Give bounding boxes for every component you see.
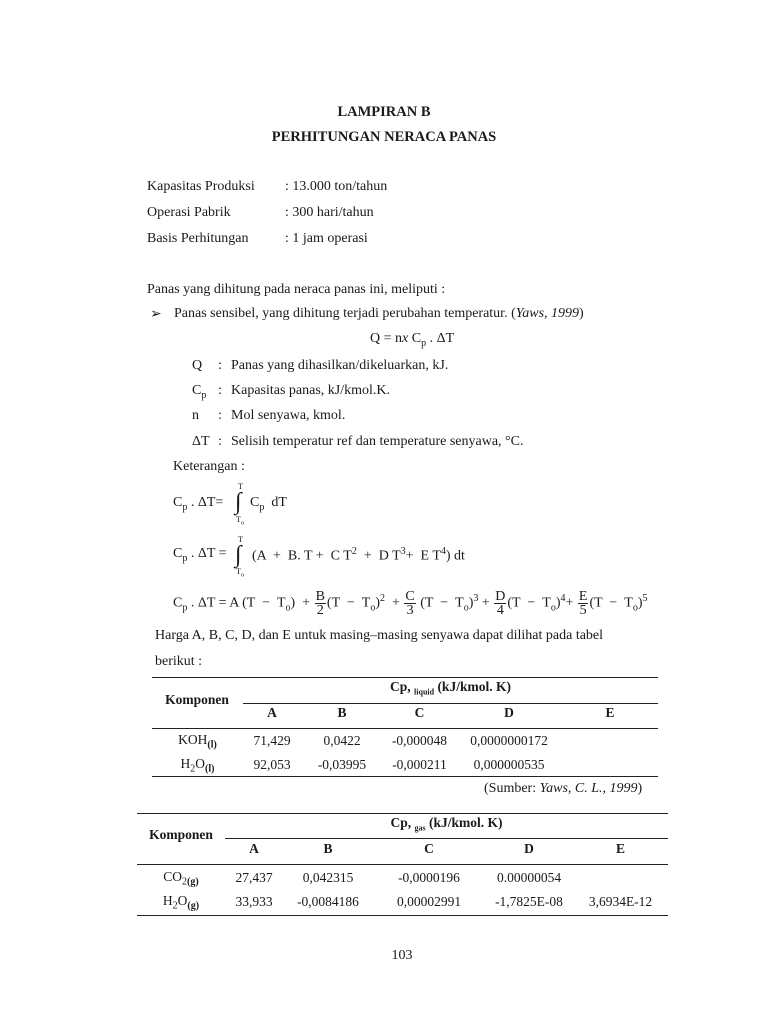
bullet-body: Panas sensibel, yang dihitung terjadi perubahan temperatur. (: [174, 306, 516, 321]
table-cell: 0.00000054: [496, 870, 562, 885]
def-colon: :: [218, 434, 222, 449]
table-cell: -0,0084186: [297, 894, 359, 909]
table2-group-header: Cp, $_{gas}$ (kJ/kmol. K): [390, 815, 503, 833]
formula-1-lhs: $C_p$ . ΔT=: [173, 495, 224, 513]
table-cell: 0,000000535: [473, 757, 545, 772]
table2-col-header: D: [524, 841, 534, 856]
basis-label: Kapasitas Produksi: [147, 179, 255, 194]
page-number: 103: [391, 948, 413, 963]
table-cell: -0,0000196: [398, 870, 460, 885]
table1-col-header: B: [337, 705, 347, 720]
def-colon: :: [218, 358, 222, 373]
table-cell: 3,6934E-12: [588, 894, 653, 909]
table-cell: 0,0000000172: [470, 733, 548, 748]
table1-group-header: Cp, $_{liquid}$ (kJ/kmol. K): [390, 679, 511, 697]
bullet-citation: Yaws, 1999: [515, 306, 580, 321]
main-equation: Q = nx $C_p$ . ΔT: [370, 331, 455, 349]
table2-top-rule: [137, 813, 668, 814]
table-row: [137, 890, 668, 914]
def-colon: :: [218, 408, 222, 423]
component-name: $H_2O_{(g)}$: [162, 892, 200, 912]
table-cell: [562, 729, 658, 753]
table2-component-header: Komponen: [149, 827, 213, 842]
table-cell: 0,042315: [302, 870, 354, 885]
def-symbol: Q: [192, 358, 203, 373]
arrow-bullet-icon: ➢: [150, 307, 162, 322]
page-title: LAMPIRAN B: [337, 104, 431, 120]
formula-3: $C_p$ . ΔT = A $(T - T_o)$ + $\frac{B}{2}$ $(T - T_o)^2$ + $\frac{C}{3}$ $(T - T_o)^3$ + $\frac{D}{4}$ $(T - T_o)^4+$ $\frac{E}{5}$ $(T - T_o)^5$: [173, 588, 648, 618]
table-cell: 92,053: [253, 757, 291, 772]
def-symbol: n: [192, 408, 199, 423]
table-cell: 71,429: [253, 733, 291, 748]
def-desc: Panas yang dihasilkan/dikeluarkan, kJ.: [231, 358, 449, 373]
basis-value: : 300 hari/tahun: [285, 205, 374, 220]
def-symbol: $C_p$: [192, 383, 207, 401]
table2-col-header: B: [323, 841, 333, 856]
def-desc: Kapasitas panas, kJ/kmol.K.: [231, 383, 391, 398]
formula-2-lhs: $C_p$ . ΔT =: [173, 546, 227, 564]
table1-col-header: C: [414, 705, 425, 720]
def-colon: :: [218, 383, 222, 398]
basis-label: Operasi Pabrik: [147, 205, 231, 220]
component-name: $CO_{2(g)}$: [163, 868, 199, 888]
bullet-text: [174, 306, 584, 322]
table1-mid-rule: [243, 703, 658, 704]
integral-symbol: ∫: [235, 542, 242, 568]
lower-limit: $T_o$: [236, 515, 245, 527]
table-cell: [573, 866, 668, 890]
table1-col-header: E: [605, 705, 615, 720]
table-cell: -1,7825E-08: [495, 894, 563, 909]
def-symbol: ΔT: [192, 434, 210, 449]
table2-body: [137, 866, 668, 914]
table-cell: [562, 753, 658, 777]
table-cell: 27,437: [235, 870, 273, 885]
table1-source: (Sumber: Yaws, C. L., 1999): [484, 781, 643, 796]
component-name: $KOH_{(l)}$: [178, 731, 217, 751]
upper-limit: T: [238, 535, 243, 544]
harga-text-line2: berikut :: [155, 654, 203, 669]
basis-value: : 13.000 ton/tahun: [285, 179, 388, 194]
table2-mid-rule: [225, 838, 668, 839]
table1-col-header: A: [267, 705, 277, 720]
table1-top-rule: [152, 677, 658, 678]
table2-header-rule: [137, 864, 668, 865]
component-name: $H_2O_{(l)}$: [180, 755, 215, 775]
table1-col-header: D: [504, 705, 514, 720]
harga-text-line1: Harga A, B, C, D, dan E untuk masing–masing senyawa dapat dilihat pada tabel: [155, 628, 604, 643]
integral-symbol: ∫: [235, 489, 242, 515]
basis-label: Basis Perhitungan: [147, 231, 249, 246]
table-cell: -0,03995: [317, 757, 367, 772]
table-cell: -0,000048: [391, 733, 448, 748]
table-cell: 0,00002991: [396, 894, 462, 909]
intro-text: Panas yang dihitung pada neraca panas ini, meliputi :: [147, 282, 446, 297]
table-cell: -0,000211: [392, 757, 447, 772]
table2-bottom-rule: [137, 915, 668, 916]
formula-1-rhs: $C_p$ dT: [250, 495, 287, 513]
def-desc: Mol senyawa, kmol.: [231, 408, 346, 423]
lower-limit: $T_o$: [236, 567, 245, 579]
table2-col-header: A: [249, 841, 259, 856]
table-row: [152, 729, 658, 753]
basis-value: : 1 jam operasi: [285, 231, 368, 246]
table2-col-header: E: [615, 841, 625, 856]
table1-body: [152, 729, 658, 777]
def-desc: Selisih temperatur ref dan temperature senyawa, °C.: [231, 434, 524, 449]
table-cell: 33,933: [235, 894, 273, 909]
table1-component-header: Komponen: [165, 692, 229, 707]
page-subtitle: PERHITUNGAN NERACA PANAS: [271, 129, 497, 145]
upper-limit: T: [238, 482, 243, 491]
table-row: [152, 753, 658, 777]
formula-2-rhs: (A + B. T + C $T^2 + D$ $T^3+ E$ $T^4$) dt: [252, 546, 465, 564]
table2-col-header: C: [424, 841, 434, 856]
table-row: [137, 866, 668, 890]
table-cell: 0,0422: [323, 733, 361, 748]
bullet-close: ): [579, 306, 584, 321]
keterangan-label: Keterangan :: [173, 459, 245, 474]
